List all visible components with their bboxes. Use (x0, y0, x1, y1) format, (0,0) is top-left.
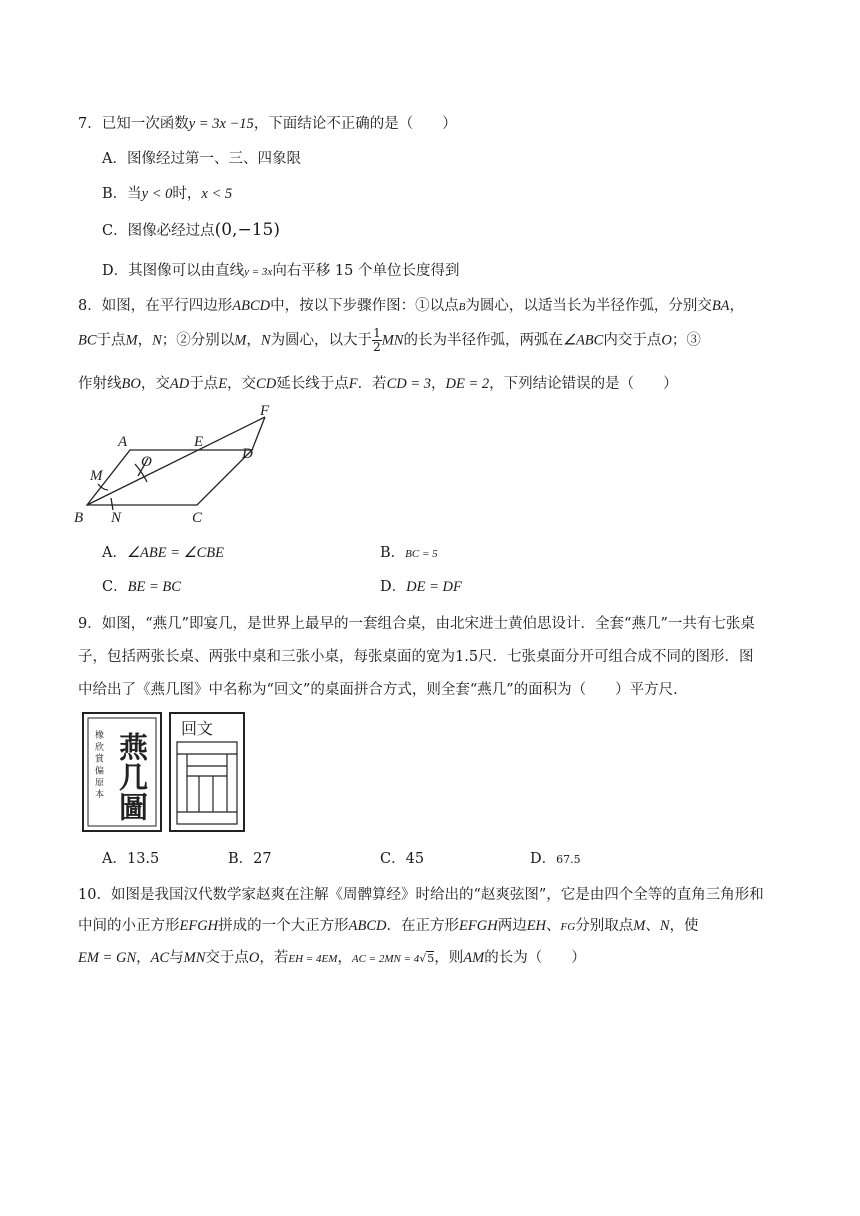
q7-stem: 7．已知一次函数y = 3x −15，下面结论不正确的是（ ） (78, 116, 457, 132)
yanji-book-cover-image (82, 712, 162, 832)
q7-option-a: A．图像经过第一、三、四象限 (102, 151, 301, 167)
huiwen-layout-figure (169, 712, 245, 832)
label-n: N (111, 510, 122, 526)
q9-option-b: B．27 (228, 851, 272, 867)
q10-stem-line3: EM = GN，AC与MN交于点O，若EH = 4EM，AC = 2MN = 4√5，则AM的长为（ ） (78, 950, 586, 966)
huiwen-title: 回文 (181, 719, 214, 738)
arc-at-n (111, 498, 113, 510)
q8-option-c: C．BE = BC (102, 579, 181, 595)
q7-function: y = 3x −15 (188, 116, 254, 132)
q7-option-d: D．其图像可以由直线y = 3x向右平移 15 个单位长度得到 (102, 263, 460, 279)
q8-parallelogram-figure (72, 400, 282, 528)
label-f: F (260, 403, 270, 419)
q8-option-b: B．BC = 5 (380, 545, 438, 561)
q8-stem-line2: BC于点M，N；②分别以M，N为圆心，以大于 $\frac{1}{2}$ MN的长为半径作弧，两弧在∠ABC内交于点O；③ (78, 326, 701, 354)
q10-stem-line1: 10．如图是我国汉代数学家赵爽在注解《周髀算经》时给出的“赵爽弦图”，它是由四个全等的直角三角形和 (78, 887, 764, 903)
parallelogram-abcd (87, 450, 252, 505)
label-c: C (192, 510, 203, 526)
label-a: A (118, 434, 128, 450)
q8-stem-line1: 8．如图，在平行四边形ABCD中，按以下步骤作图：①以点B为圆心，以适当长为半径作弧，分别交BA， (78, 298, 745, 314)
ray-bf (87, 417, 265, 505)
q9-stem-line3: 中给出了《燕几图》中名称为“回文”的桌面拼合方式，则全套“燕几”的面积为（ ）平方尺． (78, 682, 688, 698)
fraction-one-half: $\frac{1}{2}$ (373, 326, 381, 354)
q7-option-c: C．图像必经过点(0,−15) (102, 220, 280, 240)
label-o: O (141, 454, 152, 470)
q9-stem-line2: 子，包括两张长桌、两张中桌和三张小桌，每张桌面的宽为1.5尺．七张桌面分开可组合成不同的图形．图 (78, 649, 754, 665)
label-d: D (242, 446, 253, 462)
q9-option-d: D．67.5 (530, 851, 581, 867)
q9-stem-line1: 9．如图，“燕几”即宴几，是世界上最早的一套组合桌，由北宋进士黄伯思设计．全套“燕几”一共有七张桌 (78, 616, 755, 632)
q8-option-d: D．DE = DF (380, 579, 462, 595)
q9-option-a: A．13.5 (102, 851, 160, 867)
q9-option-c: C．45 (380, 851, 425, 867)
book-side-text: 橡 欣 賞 偏 原 本 (93, 730, 103, 799)
book-title-text: 燕几圖 (115, 732, 149, 822)
label-b: B (74, 510, 84, 526)
q8-stem-line3: 作射线BO，交AD于点E，交CD延长线于点F．若CD = 3，DE = 2，下列结论错误的是（ ） (78, 376, 678, 392)
q8-option-a: A．∠ABE = ∠CBE (102, 545, 224, 561)
q7-option-b: B．当y < 0时，x < 5 (102, 186, 233, 202)
label-m: M (90, 468, 103, 484)
label-e: E (194, 434, 204, 450)
q10-stem-line2: 中间的小正方形EFGH拼成的一个大正方形ABCD．在正方形EFGH两边EH、FG分别取点M、N，使 (78, 918, 699, 934)
